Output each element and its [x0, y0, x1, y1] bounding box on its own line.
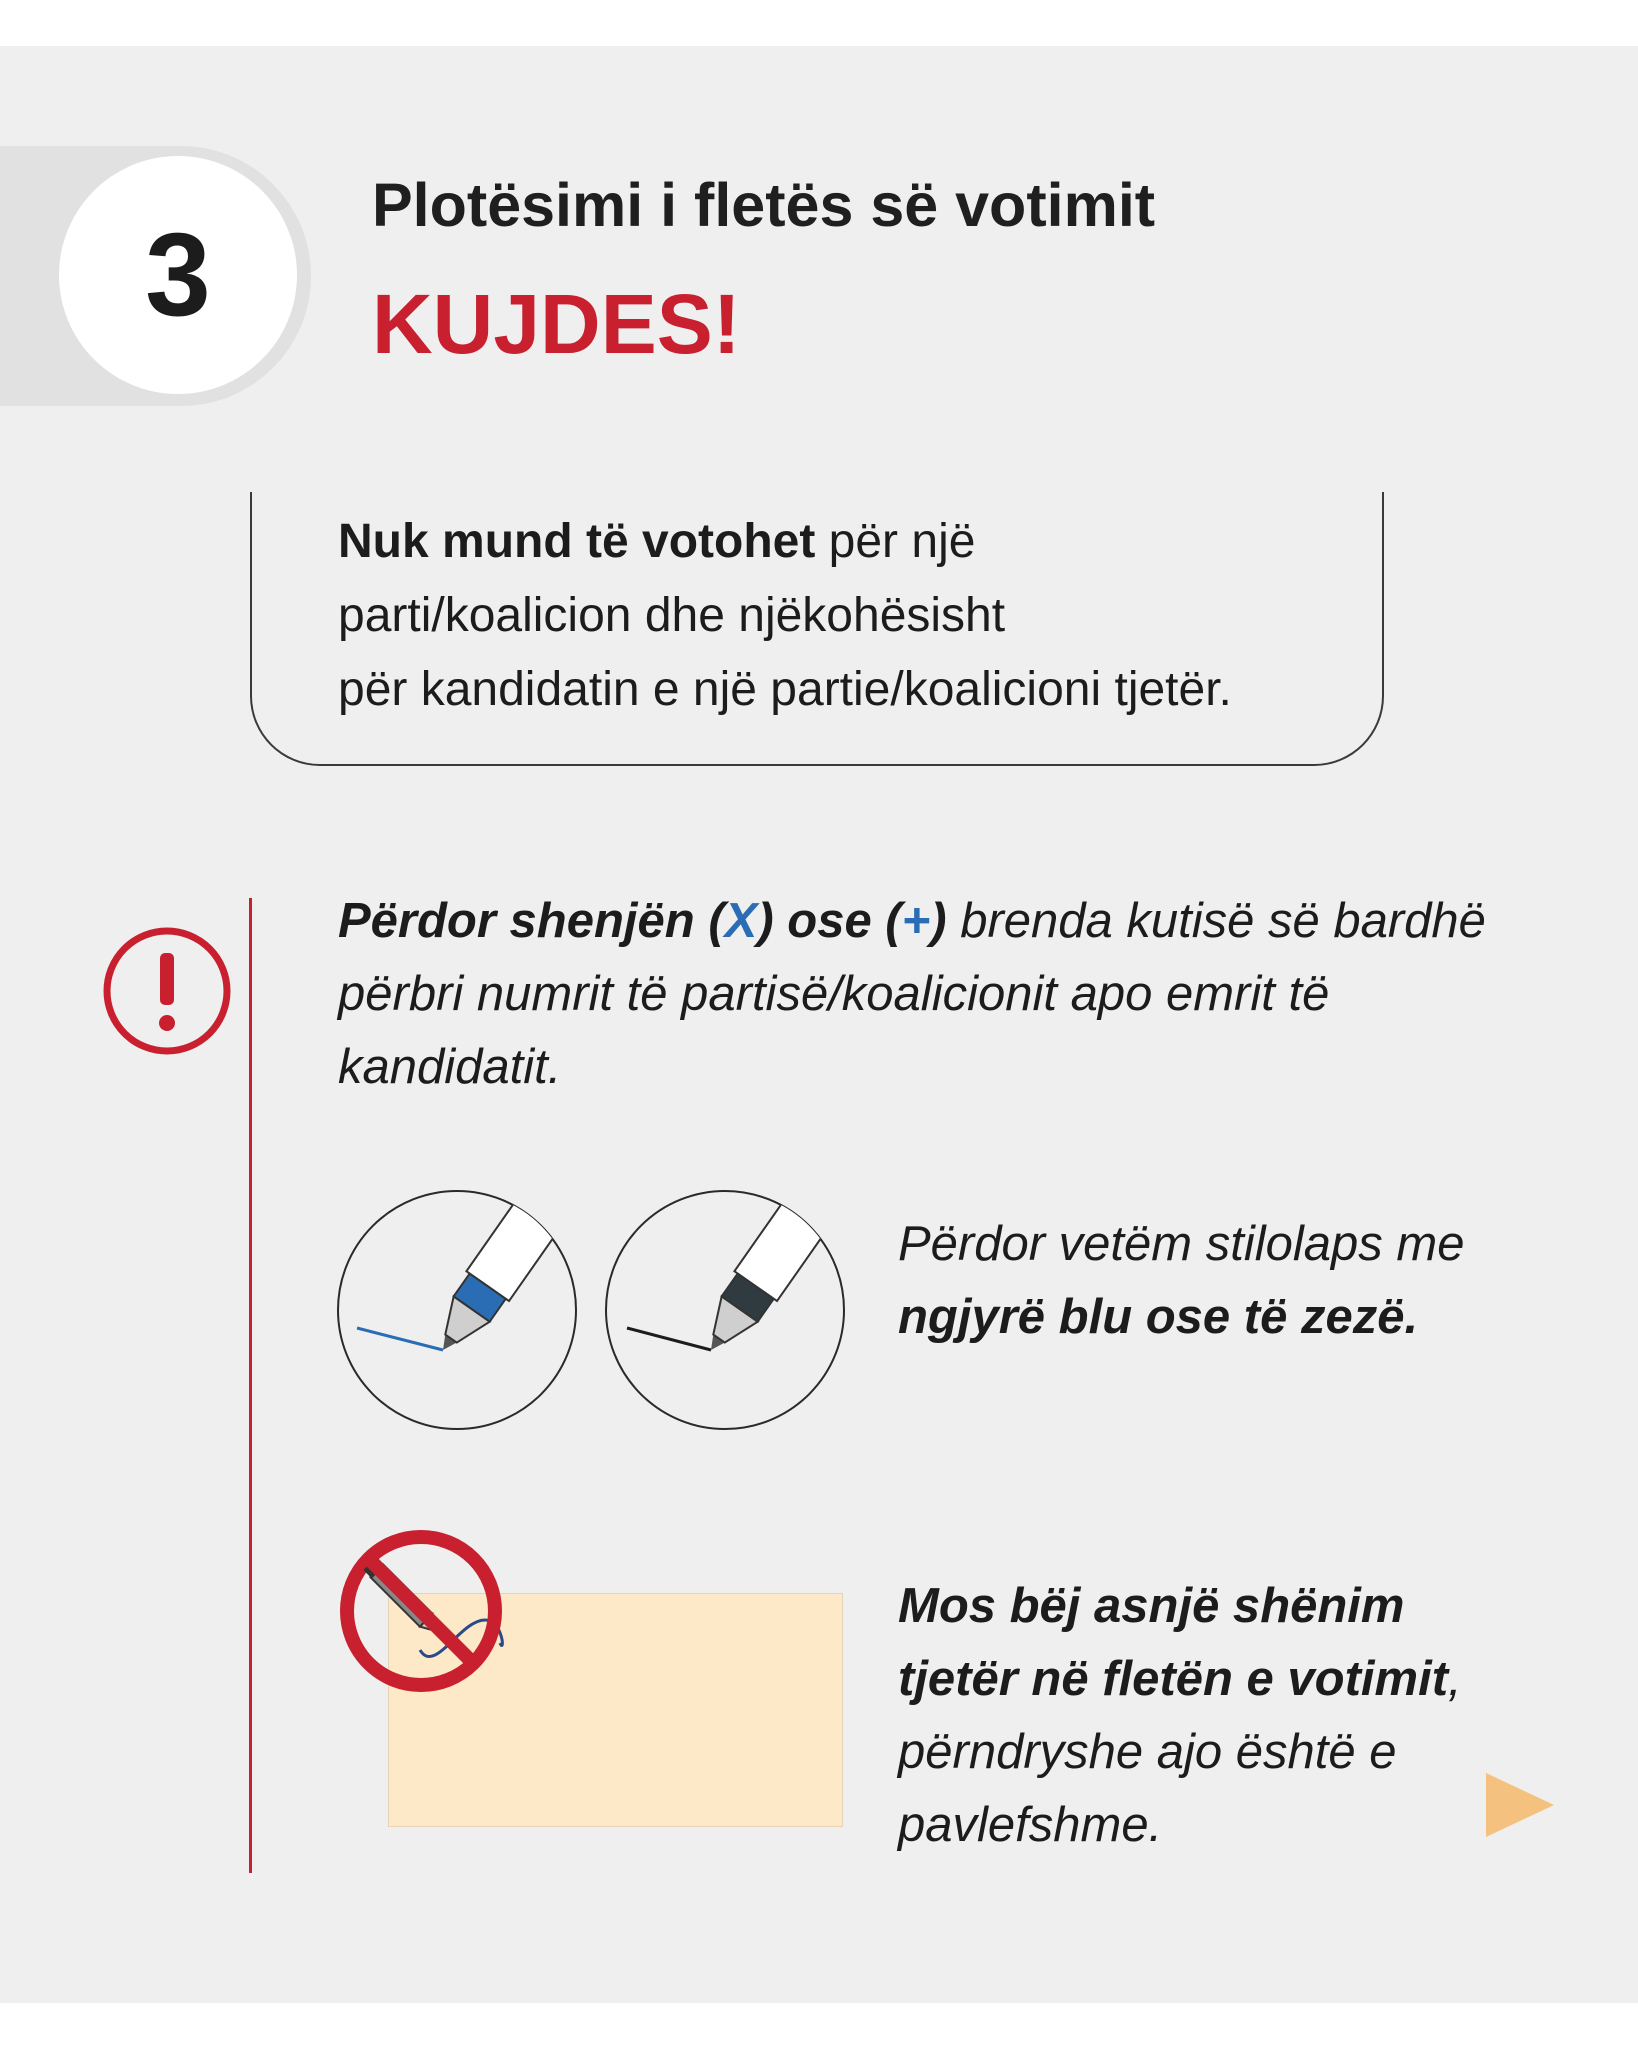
mark-line-1-rest: brenda kutisë së bardhë [946, 894, 1486, 948]
mark-bold-a: Përdor shenjën ( [338, 894, 725, 948]
pen-line-2-bold: ngjyrë blu ose të zezë. [898, 1290, 1419, 1344]
rule-text [338, 505, 1232, 727]
mark-line-3: kandidatit. [338, 1040, 562, 1094]
no-writing-icon [335, 1525, 535, 1705]
no-mark-bold-1: Mos bëj asnjë shënim [898, 1579, 1405, 1633]
mark-line-1 [338, 885, 1486, 958]
no-mark-line-2 [898, 1643, 1462, 1716]
pen-line-1: Përdor vetëm stilolaps me [898, 1217, 1465, 1271]
black-pen-icon [603, 1188, 847, 1432]
mark-bold-c: ) [930, 894, 947, 948]
pen-instruction [898, 1208, 1464, 1354]
mark-instruction [338, 885, 1486, 1104]
no-mark-bold-2: tjetër në fletën e votimit [898, 1652, 1449, 1706]
x-symbol: X [724, 894, 758, 948]
page-title: Plotësimi i fletës së votimit [372, 171, 1156, 239]
blue-pen-icon [335, 1188, 579, 1432]
accent-divider [249, 898, 252, 1873]
mark-line-2: përbri numrit të partisë/koalicionit apo emrit të [338, 967, 1330, 1021]
rule-line-1-rest: për një [815, 515, 976, 568]
no-mark-line-4: pavlefshme. [898, 1798, 1163, 1852]
no-mark-line-3: përndryshe ajo është e [898, 1725, 1397, 1779]
rule-line-1 [338, 505, 1232, 579]
pen-line-2 [898, 1281, 1464, 1354]
rule-line-2: parti/koalicion dhe njëkohësisht [338, 589, 1006, 642]
no-mark-instruction [898, 1570, 1462, 1862]
step-number: 3 [59, 156, 297, 394]
exclamation-icon [101, 925, 233, 1057]
rule-bold: Nuk mund të votohet [338, 515, 816, 568]
no-mark-comma: , [1448, 1652, 1462, 1706]
next-arrow-icon[interactable] [1486, 1773, 1554, 1837]
mark-bold-b: ) ose ( [757, 894, 902, 948]
warning-heading: KUJDES! [372, 277, 741, 371]
no-mark-line-1 [898, 1570, 1462, 1643]
rule-line-3: për kandidatin e një partie/koalicioni tjetër. [338, 663, 1232, 716]
plus-symbol: + [901, 894, 931, 948]
